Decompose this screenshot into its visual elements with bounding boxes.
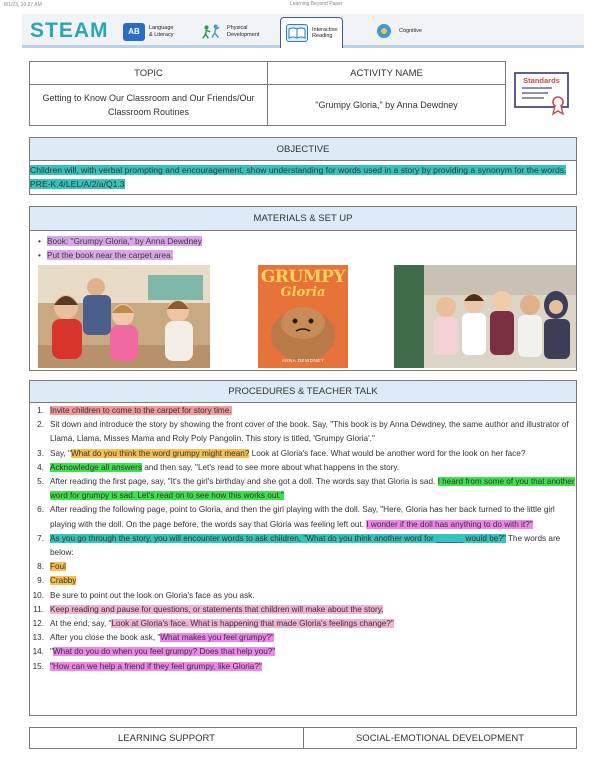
- step-text: Crabby: [50, 576, 77, 586]
- step-text: I heard from some of you that another word for grumpy is sad. Let's read on to see how this works out.": [50, 477, 575, 501]
- procedure-step: [30, 574, 575, 588]
- topic-header: TOPIC: [134, 67, 163, 79]
- topic-table: [29, 61, 506, 126]
- tab-label-line: Physical: [227, 25, 248, 31]
- procedure-step: [30, 631, 575, 645]
- step-number: 7.: [37, 533, 44, 543]
- step-text: Invite children to come to the carpet for story time.: [50, 406, 232, 415]
- classroom-photo-kids-carpet: [38, 265, 210, 368]
- tab-label-line: Language: [149, 25, 174, 31]
- step-text: Look at Gloria's face. What would be another word for the look on her face?: [249, 448, 526, 458]
- objective-header: OBJECTIVE: [276, 143, 330, 155]
- book-title-line1: GRUMPY: [260, 267, 346, 287]
- list-item: [38, 249, 202, 263]
- step-text: Look at Gloria's face. What is happening that made Gloria's feelings change?": [111, 619, 394, 629]
- procedures-list: [30, 404, 575, 674]
- step-text: What do you think the word grumpy might mean?: [70, 448, 250, 458]
- book-author: ANNA DEWDNEY: [281, 358, 325, 363]
- step-text: After reading the following page, point to Gloria, and then the girl playing with the doll. Say, "Here, Gloria has her back turned to the little girl playing with the doll. On the page before, the words say that Gloria was feeling left out.: [50, 505, 555, 529]
- step-text: What do you do when you feel grumpy? Does that help you?": [52, 647, 276, 657]
- book-cover-grumpy-gloria: [258, 265, 348, 368]
- step-text: Keep reading and pause for questions, or statements that children will make about the story.: [50, 604, 384, 614]
- procedure-step: [30, 503, 575, 531]
- materials-list: [38, 235, 202, 262]
- step-text: After reading the first page, say, "It's the girl's birthday and she got a doll. The words say that Gloria is sad.: [50, 477, 438, 487]
- social-emotional-header: SOCIAL-EMOTIONAL DEVELOPMENT: [355, 732, 525, 744]
- print-title: Learning Beyond Paper: [290, 1, 343, 7]
- procedure-step: [30, 645, 575, 659]
- abc-icon: AB: [123, 23, 145, 41]
- step-text: At the end, say, ": [50, 619, 112, 629]
- step-number: 5.: [37, 477, 44, 487]
- classroom-photo-group: [394, 265, 576, 368]
- step-number: 15.: [32, 661, 44, 671]
- procedure-step: [30, 475, 575, 503]
- activity-name-header: ACTIVITY NAME: [350, 67, 423, 79]
- tab-cognitive[interactable]: [368, 18, 427, 45]
- book-title-line2: Gloria: [280, 285, 326, 300]
- tab-label-line: Reading: [312, 33, 333, 39]
- procedure-step: [30, 404, 575, 418]
- step-number: 1.: [37, 406, 44, 415]
- step-text: ": [50, 647, 53, 657]
- tab-label-line: & Literacy: [149, 31, 174, 38]
- step-number: 12.: [32, 619, 44, 629]
- list-item: [38, 235, 202, 249]
- head-icon: [373, 23, 395, 41]
- step-number: 14.: [32, 647, 44, 657]
- standards-label: Standards: [523, 76, 560, 85]
- material-item-text: Book: "Grumpy Gloria," by Anna Dewdney: [47, 236, 202, 246]
- procedure-step: [30, 418, 575, 446]
- step-text: and then say, "Let's read to see more about what happens in the story.: [141, 462, 400, 472]
- step-text: Say, ": [50, 448, 71, 458]
- step-text: Foul: [50, 562, 66, 572]
- materials-header: MATERIALS & SET UP: [253, 213, 353, 224]
- procedure-step: [30, 660, 575, 674]
- step-text: The words are below:: [50, 533, 561, 558]
- step-number: 13.: [32, 633, 44, 643]
- step-text: I wonder if the doll has anything to do with it?": [366, 519, 533, 529]
- material-item-text: Put the book near the carpet area.: [47, 249, 173, 260]
- step-text: Sit down and introduce the story by showing the front cover of the book. Say, "This book is by Anna Dewdney, the same author and illustrator of Llama, Llama, Misses Mama and Roly Poly Pangolin. This story is titled, 'Grumpy Gloria'.": [50, 420, 569, 444]
- step-number: 4.: [37, 462, 44, 472]
- learning-support-header: LEARNING SUPPORT: [118, 732, 215, 744]
- steam-header: [22, 14, 584, 48]
- tab-label-line: Cognitive: [399, 28, 422, 35]
- activity-name-value: "Grumpy Gloria," by Anna Dewdney: [315, 100, 458, 110]
- procedure-step: [30, 617, 575, 631]
- procedure-step: [30, 461, 575, 475]
- step-number: 2.: [37, 420, 44, 430]
- procedure-step: [30, 589, 575, 603]
- step-text: As you go through the story, you will encounter words to ask children, "What do you think another word for ______ would be?": [50, 533, 506, 543]
- step-text: Be sure to point out the look on Gloria's face as you ask.: [50, 590, 255, 600]
- step-number: 11.: [33, 604, 44, 614]
- procedure-step: [30, 603, 575, 617]
- step-text: Acknowledge all answers: [50, 462, 142, 472]
- book-icon: [286, 24, 308, 42]
- procedure-step: [30, 560, 575, 574]
- step-text: What makes you feel grumpy?": [160, 633, 274, 643]
- step-number: 10.: [32, 590, 44, 600]
- topic-value: Getting to Know Our Classroom and Our Friends/Our Classroom Routines: [42, 93, 255, 117]
- print-date: 8/1/23, 10:27 AM: [4, 2, 42, 8]
- steam-logo: STEAM: [30, 19, 109, 42]
- browser-print-strip: [0, 0, 605, 12]
- procedures-header: PROCEDURES & TEACHER TALK: [228, 386, 378, 397]
- tab-language-literacy[interactable]: [118, 18, 178, 45]
- procedure-step: [30, 532, 575, 560]
- step-number: 9.: [37, 576, 44, 586]
- step-number: 6.: [37, 505, 44, 515]
- procedure-step: [30, 447, 575, 461]
- objective-header-box: [29, 137, 577, 161]
- tab-interactive-reading[interactable]: [280, 17, 343, 48]
- step-number: 3.: [37, 448, 44, 458]
- step-text: "How can we help a friend if they feel grumpy, like Gloria?": [50, 661, 262, 671]
- materials-header-box: [29, 206, 577, 231]
- procedures-header-box: [29, 380, 577, 403]
- objective-sentence: Children will, with verbal prompting and encouragement, show understanding for words used in a story by providing a synonym for the words. PRE-K.4/LEL/A/2/a/Q1.3: [30, 165, 567, 189]
- step-text: After you close the book ask, ": [50, 633, 161, 643]
- step-number: 8.: [37, 562, 44, 572]
- objective-text: [30, 163, 575, 191]
- tab-label-line: Interactive: [312, 26, 338, 33]
- tab-label-line: Development: [227, 31, 260, 38]
- footer-table: [29, 727, 577, 749]
- standards-certificate-icon[interactable]: [514, 72, 569, 116]
- tab-physical-development[interactable]: [196, 18, 264, 45]
- running-figures-icon: [201, 23, 223, 41]
